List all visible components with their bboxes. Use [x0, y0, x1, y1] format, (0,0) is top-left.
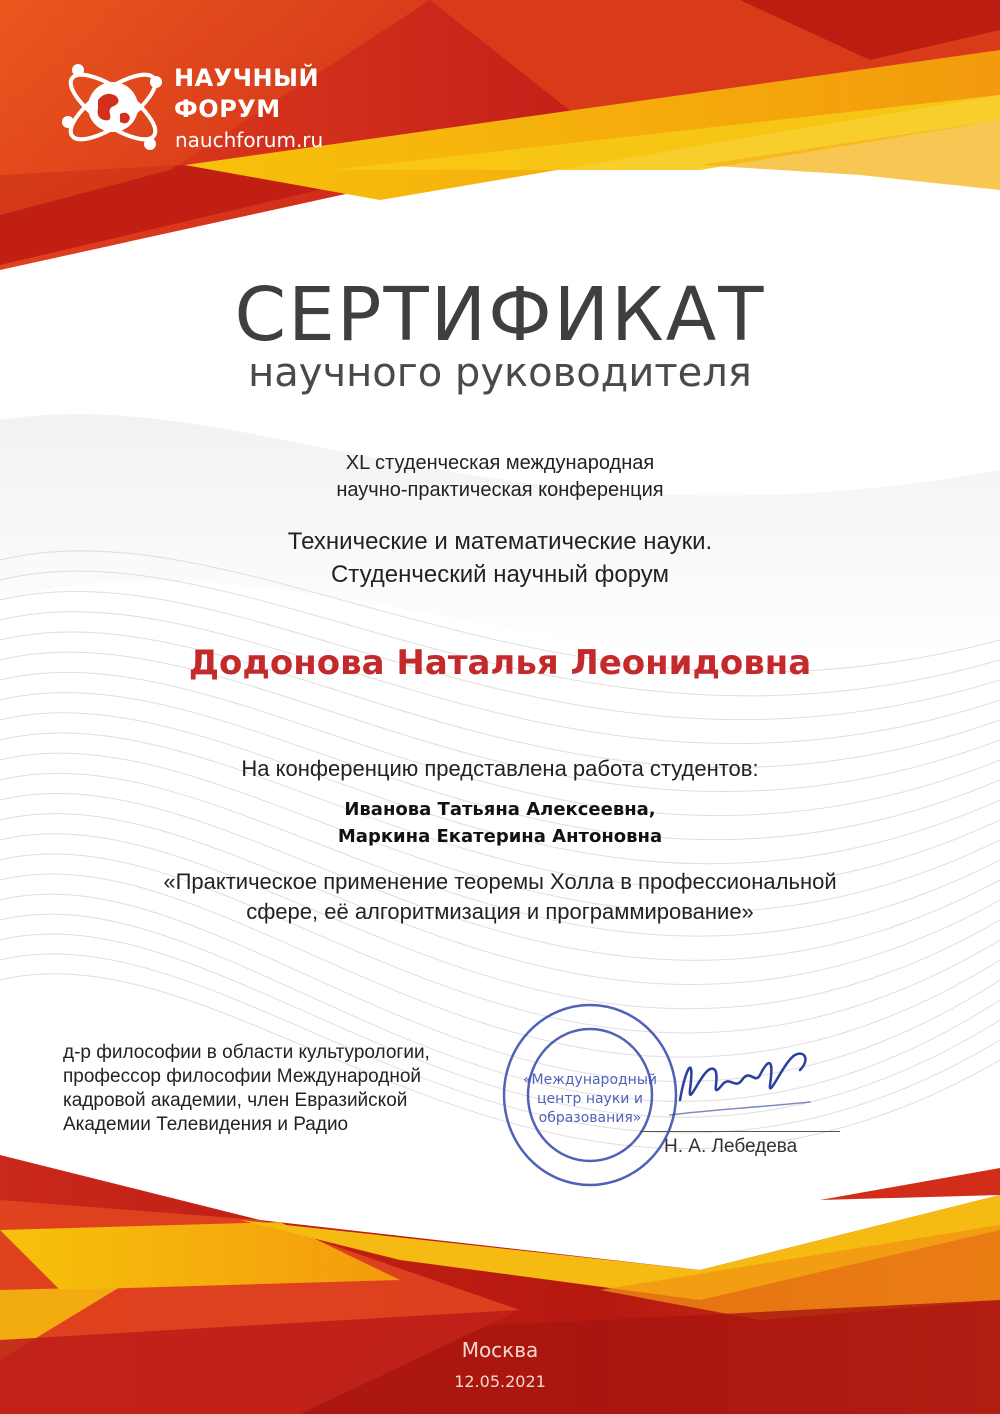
handwritten-signature	[660, 1030, 820, 1130]
certificate-title: СЕРТИФИКАТ	[234, 272, 766, 358]
signatory-credential-line: профессор философии Международной	[63, 1066, 422, 1087]
work-intro: На конференцию представлена работа студентов:	[241, 756, 759, 781]
recipient-name: Додонова Наталья Леонидовна	[188, 643, 812, 683]
section-name-line2: Студенческий научный форум	[330, 561, 670, 588]
conference-name-line1: XL студенческая международная	[345, 452, 655, 474]
section-name-line1: Технические и математические науки.	[287, 528, 713, 555]
signatory-credential-line: кадровой академии, член Евразийской	[63, 1090, 408, 1111]
signature-line	[640, 1131, 840, 1132]
organization-stamp	[500, 1000, 680, 1190]
footer-city: Москва	[461, 1338, 539, 1362]
brand-website: nauchforum.ru	[175, 128, 324, 152]
stamp-center-line: центр науки и	[537, 1091, 643, 1107]
signatory-credential-line: д-р философии в области культурологии,	[63, 1042, 430, 1063]
footer-date: 12.05.2021	[454, 1372, 546, 1391]
certificate-subtitle: научного руководителя	[248, 350, 752, 396]
stamp-center-line: «Международный	[522, 1072, 658, 1088]
atom-globe-logo-icon	[58, 52, 168, 162]
brand-name-line1: НАУЧНЫЙ	[174, 64, 320, 92]
brand-name-line2: ФОРУМ	[174, 95, 281, 123]
stamp-center-line: образования»	[538, 1110, 642, 1126]
work-title-line2: сфере, её алгоритмизация и программирование»	[246, 899, 754, 924]
signatory-credential-line: Академии Телевидения и Радио	[63, 1114, 349, 1135]
student-name: Маркина Екатерина Антоновна	[337, 826, 663, 847]
signatory-name: Н. А. Лебедева	[664, 1136, 798, 1157]
student-name: Иванова Татьяна Алексеевна,	[344, 799, 656, 820]
conference-name-line2: научно-практическая конференция	[336, 479, 664, 501]
work-title-line1: «Практическое применение теоремы Холла в профессиональной	[163, 869, 837, 894]
